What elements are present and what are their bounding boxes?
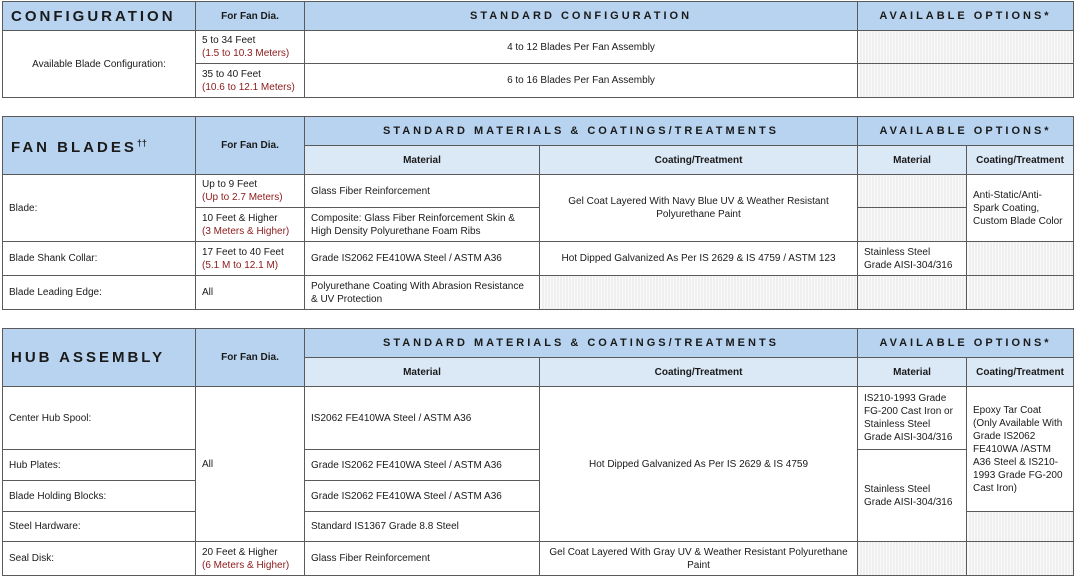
option-material-value: Stainless Steel Grade AISI-304/316 xyxy=(858,450,967,542)
shank-collar-label: Blade Shank Collar: xyxy=(3,242,196,276)
fan-dia-metric: (5.1 M to 12.1 M) xyxy=(202,259,279,271)
coating-header: Coating/Treatment xyxy=(540,146,858,175)
hub-assembly-title: HUB ASSEMBLY xyxy=(3,329,196,387)
option-coating-header: Coating/Treatment xyxy=(967,358,1074,387)
configuration-table xyxy=(2,1,1074,98)
fan-dia-value: All xyxy=(196,276,305,310)
material-value: Grade IS2062 FE410WA Steel / ASTM A36 xyxy=(305,242,540,276)
blade-coating-value: Gel Coat Layered With Navy Blue UV & Weather Resistant Polyurethane Paint xyxy=(540,175,858,242)
empty-option-cell xyxy=(858,542,967,576)
standard-config-value: 6 to 16 Blades Per Fan Assembly xyxy=(305,64,858,98)
for-fan-dia-header: For Fan Dia. xyxy=(196,117,305,175)
available-options-header: AVAILABLE OPTIONS* xyxy=(858,117,1074,146)
material-value: IS2062 FE410WA Steel / ASTM A36 xyxy=(305,387,540,450)
hub-row-label: Blade Holding Blocks: xyxy=(3,481,196,512)
material-header: Material xyxy=(305,146,540,175)
option-material-value: IS210-1993 Grade FG-200 Cast Iron or Stainless Steel Grade AISI-304/316 xyxy=(858,387,967,450)
hub-option-coating: Epoxy Tar Coat (Only Available With Grade IS2062 FE410WA /ASTM A36 Steel & IS210-1993 Grade FG-200 Cast Iron) xyxy=(967,387,1074,512)
fan-dia-cell xyxy=(196,64,305,98)
fan-blades-table xyxy=(2,116,1074,310)
hub-row-label: Steel Hardware: xyxy=(3,512,196,542)
blade-label: Blade: xyxy=(3,175,196,242)
material-value: Standard IS1367 Grade 8.8 Steel xyxy=(305,512,540,542)
standard-configuration-header: STANDARD CONFIGURATION xyxy=(305,2,858,31)
hub-row-label: Center Hub Spool: xyxy=(3,387,196,450)
available-options-header: AVAILABLE OPTIONS* xyxy=(858,329,1074,358)
fan-dia-metric: (10.6 to 12.1 Meters) xyxy=(202,81,295,93)
material-header: Material xyxy=(305,358,540,387)
standard-materials-header: STANDARD MATERIALS & COATINGS/TREATMENTS xyxy=(305,329,858,358)
material-value: Glass Fiber Reinforcement xyxy=(305,175,540,208)
hub-assembly-table xyxy=(2,328,1074,576)
hub-coating-value: Hot Dipped Galvanized As Per IS 2629 & IS 4759 xyxy=(540,387,858,542)
empty-coating-cell xyxy=(540,276,858,310)
empty-option-cell xyxy=(967,242,1074,276)
configuration-title: CONFIGURATION xyxy=(3,2,196,31)
option-coating-header: Coating/Treatment xyxy=(967,146,1074,175)
empty-option-cell xyxy=(858,276,967,310)
blade-configuration-label: Available Blade Configuration: xyxy=(3,31,196,98)
fan-blades-title-sup: †† xyxy=(136,138,147,148)
material-value: Grade IS2062 FE410WA Steel / ASTM A36 xyxy=(305,481,540,512)
fan-dia-cell xyxy=(196,242,305,276)
standard-config-value: 4 to 12 Blades Per Fan Assembly xyxy=(305,31,858,64)
fan-dia-feet: 10 Feet & Higher xyxy=(202,212,278,224)
fan-dia-feet: 20 Feet & Higher xyxy=(202,546,278,558)
empty-option-cell xyxy=(858,31,1074,64)
fan-dia-cell xyxy=(196,208,305,242)
fan-dia-metric: (1.5 to 10.3 Meters) xyxy=(202,48,290,59)
empty-option-cell xyxy=(967,512,1074,542)
fan-dia-cell xyxy=(196,542,305,576)
blade-option-coating: Anti-Static/Anti-Spark Coating, Custom Blade Color xyxy=(967,175,1074,242)
empty-option-cell xyxy=(858,64,1074,98)
fan-dia-feet: 5 to 34 Feet xyxy=(202,35,256,46)
fan-dia-feet: Up to 9 Feet xyxy=(202,179,258,190)
fan-dia-feet: 17 Feet to 40 Feet xyxy=(202,246,284,258)
fan-dia-cell xyxy=(196,175,305,208)
coating-value: Gel Coat Layered With Gray UV & Weather Resistant Polyurethane Paint xyxy=(540,542,858,576)
material-value: Glass Fiber Reinforcement xyxy=(305,542,540,576)
option-material-header: Material xyxy=(858,358,967,387)
material-value: Composite: Glass Fiber Reinforcement Skin & High Density Polyurethane Foam Ribs xyxy=(305,208,540,242)
available-options-header: AVAILABLE OPTIONS* xyxy=(858,2,1074,31)
empty-option-cell xyxy=(858,175,967,208)
option-material-header: Material xyxy=(858,146,967,175)
empty-option-cell xyxy=(967,276,1074,310)
for-fan-dia-header: For Fan Dia. xyxy=(196,329,305,387)
hub-row-label: Hub Plates: xyxy=(3,450,196,481)
fan-dia-metric: (Up to 2.7 Meters) xyxy=(202,192,283,203)
leading-edge-label: Blade Leading Edge: xyxy=(3,276,196,310)
for-fan-dia-header: For Fan Dia. xyxy=(196,2,305,31)
fan-blades-title-text: FAN BLADES xyxy=(11,139,137,156)
material-value: Grade IS2062 FE410WA Steel / ASTM A36 xyxy=(305,450,540,481)
fan-blades-title xyxy=(3,117,196,175)
fan-dia-metric: (3 Meters & Higher) xyxy=(202,225,290,237)
fan-dia-metric: (6 Meters & Higher) xyxy=(202,559,290,571)
material-value: Polyurethane Coating With Abrasion Resistance & UV Protection xyxy=(305,276,540,310)
fan-dia-cell xyxy=(196,31,305,64)
seal-disk-label: Seal Disk: xyxy=(3,542,196,576)
fan-dia-feet: 35 to 40 Feet xyxy=(202,68,261,80)
coating-value: Hot Dipped Galvanized As Per IS 2629 & IS 4759 / ASTM 123 xyxy=(540,242,858,276)
coating-header: Coating/Treatment xyxy=(540,358,858,387)
fan-dia-all: All xyxy=(196,387,305,542)
option-material-value: Stainless Steel Grade AISI-304/316 xyxy=(858,242,967,276)
standard-materials-header: STANDARD MATERIALS & COATINGS/TREATMENTS xyxy=(305,117,858,146)
empty-option-cell xyxy=(967,542,1074,576)
empty-option-cell xyxy=(858,208,967,242)
